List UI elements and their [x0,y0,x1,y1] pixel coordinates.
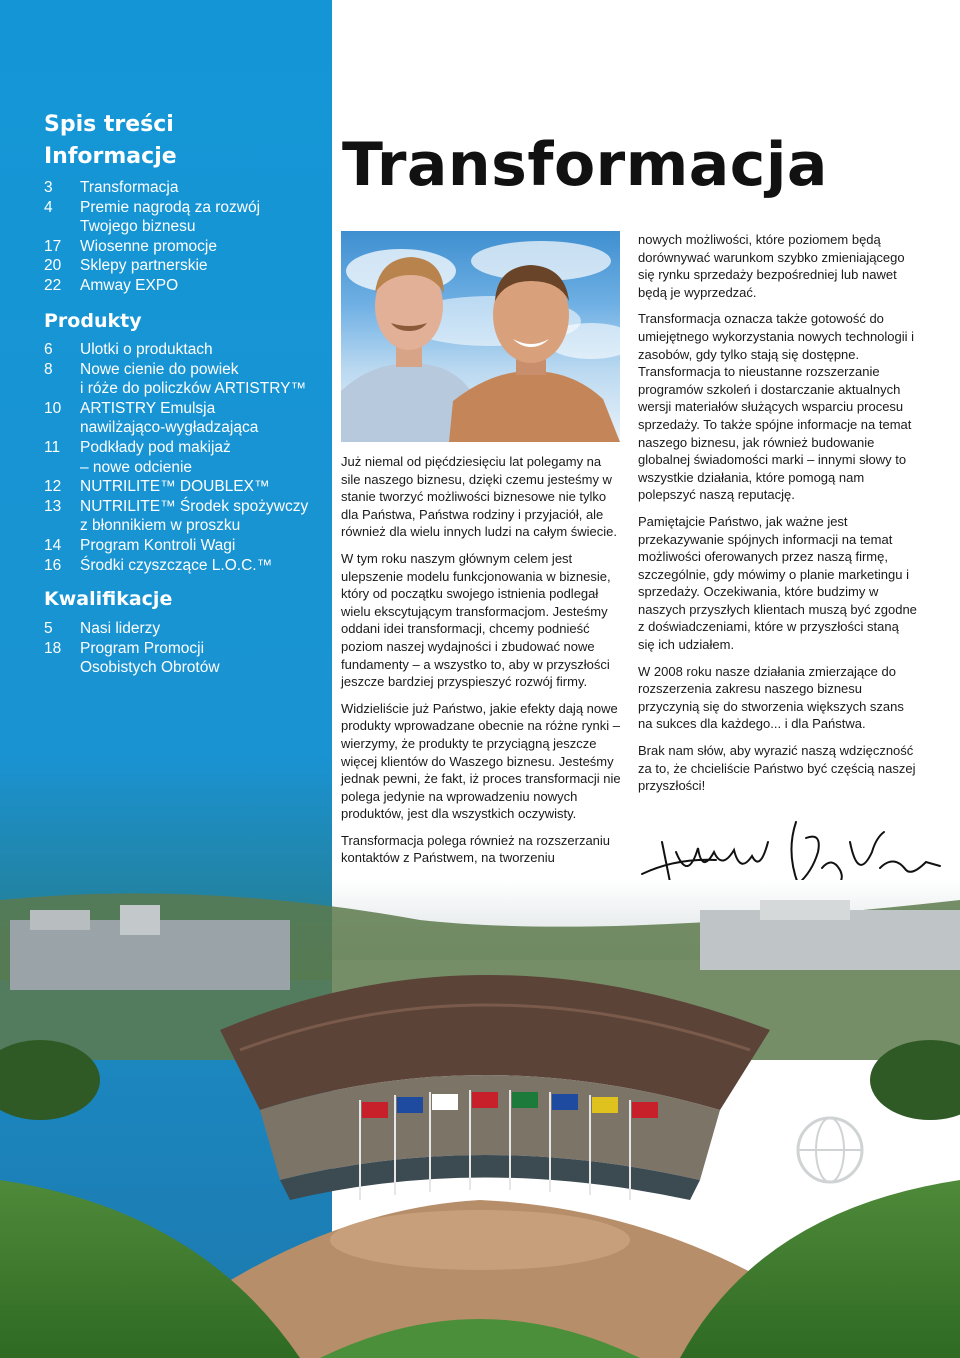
toc-item-label: Podkłady pod makijaż – nowe odcienie [80,438,231,476]
article-column-right [638,231,918,804]
toc-item-page: 16 [44,556,62,574]
toc-item[interactable] [44,639,332,678]
toc-item-label: ARTISTRY Emulsja nawilżająco-wygładzająca [80,399,259,437]
article-column-left [341,453,623,876]
article-paragraph: Brak nam słów, aby wyrazić naszą wdzięczność za to, że chcieliście Państwo być częścią naszej przyszłości! [638,743,916,794]
toc-item[interactable] [44,477,332,497]
toc-list-kwalifikacje [44,619,332,678]
toc-item-page: 18 [44,639,62,657]
article-paragraph: Transformacja polega również na rozszerzaniu kontaktów z Państwem, na tworzeniu [341,832,611,866]
toc-item-label: NUTRILITE™ DOUBLEX™ [80,478,270,496]
toc-item-page: 6 [44,341,53,358]
article-paragraph: Widzieliście już Państwo, jakie efekty dają nowe produkty wprowadzane obecnie na różne rynki – wierzymy, że produkty te przyciągną jeszcze więcej klientów do Waszego biznesu. Jesteśmy jednak pewni, że fakt, iż proces transformacji nie polega jedynie na wprowadzeniu nowych produktów, jest dla wszystkich oczywisty. [341,700,621,822]
toc-item-label: Transformacja [80,179,179,196]
toc-item-label: Sklepy partnerskie [80,257,208,275]
campus-aerial-photo [0,880,960,1358]
toc-item-page: 5 [44,620,53,637]
toc-item[interactable] [44,256,332,276]
toc-item[interactable] [44,276,332,296]
toc-item-label: Program Promocji Osobistych Obrotów [80,639,220,677]
toc-item-page: 4 [44,198,53,216]
portrait-illustration [341,231,620,442]
toc-item-page: 8 [44,360,53,378]
toc-item-page: 12 [44,478,62,496]
toc-item-label: Nowe cienie do powiek i róże do policzków ARTISTRY™ [80,360,306,398]
toc-list-produkty [44,340,332,575]
toc-item[interactable] [44,497,332,536]
toc-heading: Spis treści [44,112,174,137]
article-paragraph: Transformacja oznacza także gotowość do umiejętnego wykorzystania nowych technologii i zasobów, gdy tylko stają się dostępne. Transformacja to nieustanne rozszerzanie programów szkoleń i dostarczanie aktualnych wersji materiałów służących wsparciu procesu sprzedaży. To także spójne informacje na temat naszego biznesu, jak również budowanie globalnej świadomości marki – innymi słowy to wszystkie działania, które pomogą nam polepszyć naszą reputację. [638,311,915,503]
signature-devos [791,822,940,888]
article-paragraph: W 2008 roku nasze działania zmierzające do rozszerzenia zakresu naszego biznesu przyczynią się do stworzenia większych szans na sukces dla każdego... i dla Państwa. [638,663,904,732]
toc-item-page: 17 [44,237,62,255]
leaders-portrait-photo [341,231,620,442]
toc-item-label: Wiosenne promocje [80,237,217,255]
article-paragraph: W tym roku naszym głównym celem jest ulepszenie modelu funkcjonowania w biznesie, który od początku swojego istnienia podlegał wielu ekscytującym transformacjom. Jesteśmy oddani idei transformacji, chcemy podnieść poziom naszej wydajności i zbudować nowe fundamenty – a wszystko to, aby w przyszłości jeszcze bardziej przyspieszyć rozwój firmy. [341,550,611,690]
toc-item-label: Program Kontroli Wagi [80,536,236,554]
toc-item[interactable] [44,340,332,360]
toc-item-label: Nasi liderzy [80,620,161,637]
article-paragraph: nowych możliwości, które poziomem będą dorównywać warunkom szybko zmieniającego się rynku sprzedaży bezpośredniej lub nawet będą je wyprzedzać. [638,232,905,300]
toc-item-page: 20 [44,257,62,275]
toc-item-label: Ulotki o produktach [80,341,213,358]
toc-item-label: Środki czyszczące L.O.C.™ [80,556,273,574]
toc-item-label: NUTRILITE™ Środek spożywczy z błonnikiem w proszku [80,497,309,535]
article-paragraph: Pamiętajcie Państwo, jak ważne jest przekazywanie spójnych informacji na temat możliwości oferowanych przez naszą firmę, szczególnie, gdy mówimy o planie marketingu i sprzedaży. Oczekiwania, które budzimy w naszych przyszłych klientach muszą być zgodne z doświadczeniami, które w przyszłości staną się ich udziałem. [638,513,917,653]
signature-van-andel [642,842,768,882]
toc-item[interactable] [44,237,332,257]
toc-item[interactable] [44,619,332,639]
toc-item[interactable] [44,536,332,556]
toc-item[interactable] [44,360,332,399]
toc-item[interactable] [44,438,332,477]
toc-item-label: Premie nagrodą za rozwój Twojego biznesu [80,198,261,236]
toc-section-kwalifikacje-title: Kwalifikacje [44,588,173,610]
toc-item[interactable] [44,198,332,237]
toc-item-page: 3 [44,179,53,196]
toc-item-page: 10 [44,399,62,417]
article-paragraph: Już niemal od pięćdziesięciu lat polegamy na sile naszego biznesu, dzięki czemu jesteśmy w stanie tworzyć możliwości biznesowe nie tylko dla Państwa, Państwa rodziny i przyjaciół, ale również dla wielu innych ludzi na całym świecie. [341,454,618,540]
toc-item-page: 14 [44,536,62,554]
toc-item-label: Amway EXPO [80,276,179,294]
article-title: Transformacja [342,130,828,200]
toc-item[interactable] [44,178,332,198]
toc-item-page: 13 [44,497,62,515]
toc-section-produkty-title: Produkty [44,310,142,332]
toc-section-informacje-title: Informacje [44,144,177,169]
toc-item-page: 22 [44,276,62,294]
campus-illustration [0,880,960,1358]
toc-item[interactable] [44,399,332,438]
toc-item-page: 11 [44,438,61,456]
toc-item[interactable] [44,556,332,576]
toc-list-informacje [44,178,332,296]
